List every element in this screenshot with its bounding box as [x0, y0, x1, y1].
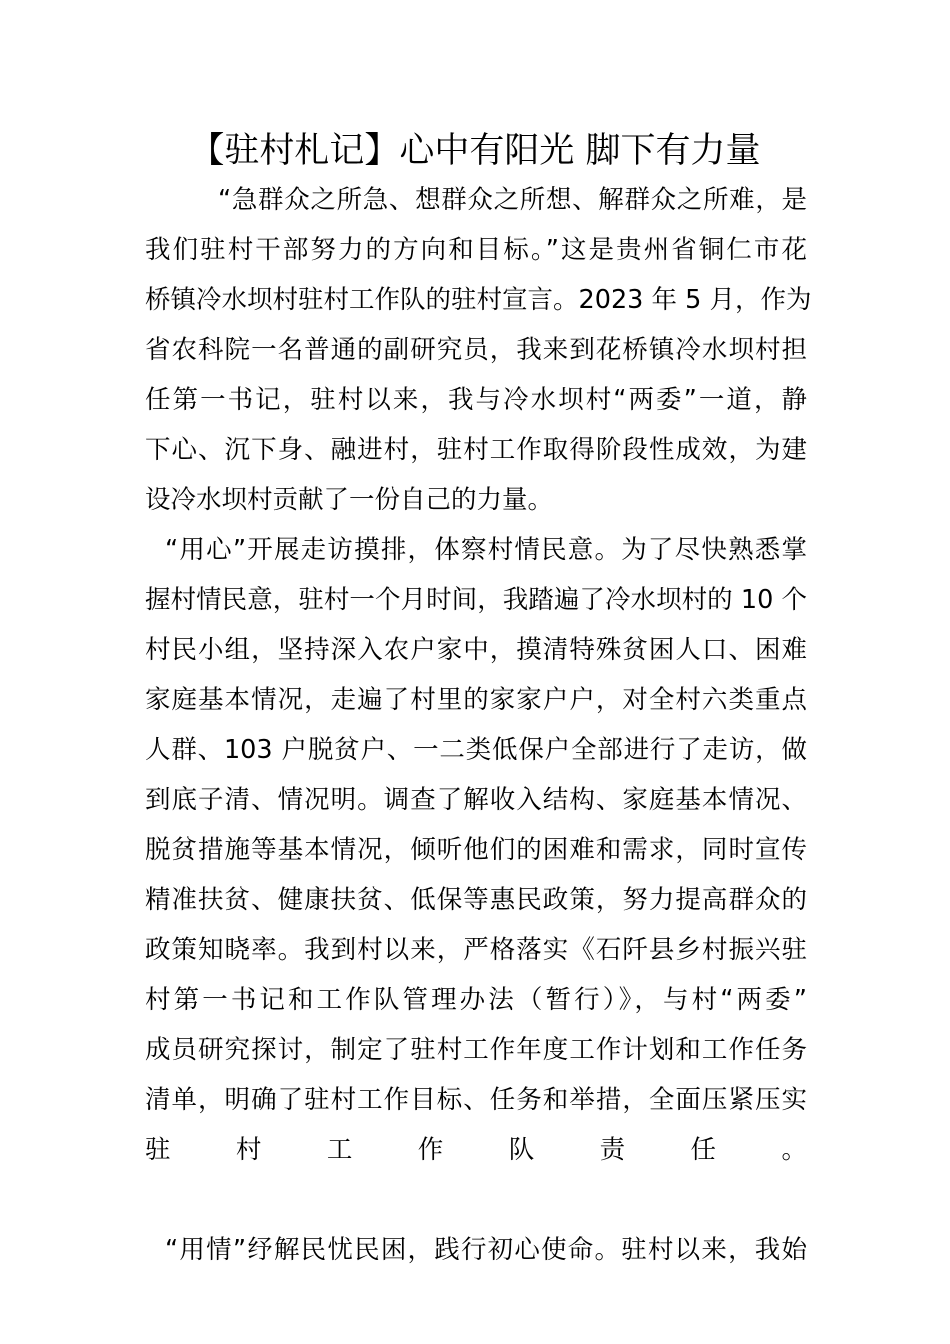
text-line: 握村情民意，驻村一个月时间，我踏遍了冷水坝村的 10 个 [145, 585, 807, 615]
text-line: 设冷水坝村贡献了一份自己的力量。 [145, 485, 554, 515]
text-line: “急群众之所急、想群众之所想、解群众之所难，是 [218, 185, 807, 215]
paragraph-2 [145, 525, 807, 1225]
text-line: 驻村工作队责任。 [145, 1135, 807, 1165]
text-line: “用情”纾解民忧民困，践行初心使命。驻村以来，我始 [165, 1235, 807, 1265]
text-line: 村第一书记和工作队管理办法（暂行）》，与村“两委” [145, 985, 807, 1015]
article-title: 【驻村札记】心中有阳光 脚下有力量 [189, 131, 761, 171]
text-line: 省农科院一名普通的副研究员，我来到花桥镇冷水坝村担 [145, 335, 807, 365]
text-line: 桥镇冷水坝村驻村工作队的驻村宣言。2023 年 5 月，作为 [145, 285, 812, 315]
text-line: 家庭基本情况，走遍了村里的家家户户，对全村六类重点 [145, 685, 807, 715]
text-line: 任第一书记，驻村以来，我与冷水坝村“两委”一道，静 [145, 385, 807, 415]
article-body [145, 175, 812, 1275]
paragraph-3 [145, 1225, 807, 1275]
text-line: 到底子清、情况明。调查了解收入结构、家庭基本情况、 [145, 785, 807, 815]
text-line: 村民小组，坚持深入农户家中，摸清特殊贫困人口、困难 [145, 635, 807, 665]
text-line: 人群、103 户脱贫户、一二类低保户全部进行了走访，做 [145, 735, 807, 765]
text-line: “用心”开展走访摸排，体察村情民意。为了尽快熟悉掌 [165, 535, 807, 565]
text-line: 脱贫措施等基本情况，倾听他们的困难和需求，同时宣传 [145, 835, 807, 865]
paragraph-1 [145, 175, 812, 525]
text-line: 精准扶贫、健康扶贫、低保等惠民政策，努力提高群众的 [145, 885, 807, 915]
text-line: 下心、沉下身、融进村，驻村工作取得阶段性成效，为建 [145, 435, 807, 465]
text-line [145, 1175, 807, 1225]
text-line: 政策知晓率。我到村以来，严格落实《石阡县乡村振兴驻 [145, 935, 807, 965]
text-line: 成员研究探讨，制定了驻村工作年度工作计划和工作任务 [145, 1035, 807, 1065]
text-line: 我们驻村干部努力的方向和目标。”这是贵州省铜仁市花 [145, 235, 807, 265]
text-line: 清单，明确了驻村工作目标、任务和举措，全面压紧压实 [145, 1085, 807, 1115]
